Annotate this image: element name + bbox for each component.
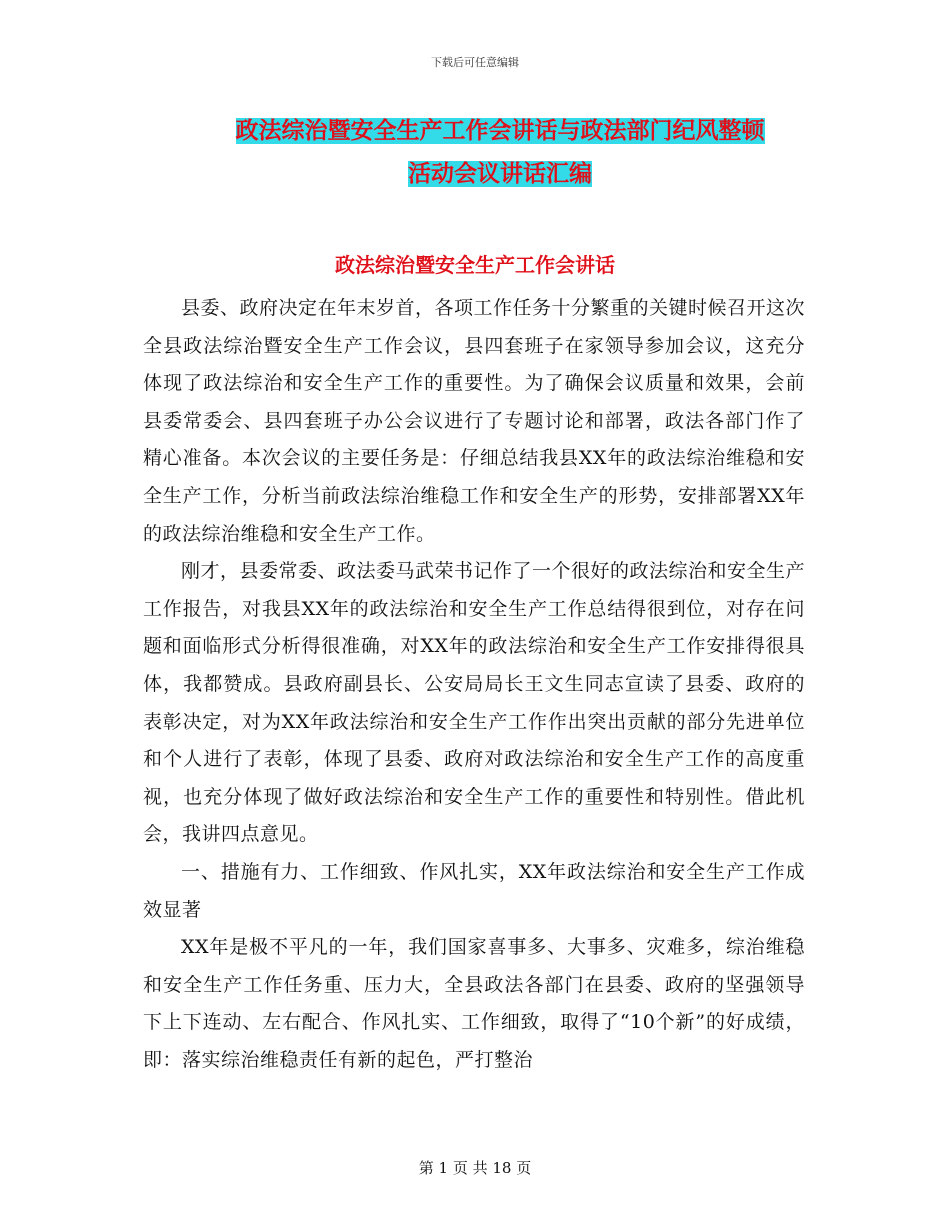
paragraph: 刚才，县委常委、政法委马武荣书记作了一个很好的政法综治和安全生产工作报告，对我县XX年的政法综治和安全生产工作总结得很到位，对存在问题和面临形式分析得很准确，对XX年的政法综治和安全生产工作安排得很具体，我都赞成。县政府副县长、公安局局长王文生同志宣读了县委、政府的表彰决定，对为XX年政法综治和安全生产工作作出突出贡献的部分先进单位和个人进行了表彰，体现了县委、政府对政法综治和安全生产工作的高度重视，也充分体现了做好政法综治和安全生产工作的重要性和特别性。借此机会，我讲四点意见。 bbox=[143, 560, 806, 846]
document-title-line-1: 政法综治暨安全生产工作会讲话与政法部门纪风整顿 bbox=[235, 118, 765, 144]
page-footer: 第 1 页 共 18 页 bbox=[418, 1159, 532, 1177]
document-title-line-2: 活动会议讲话汇编 bbox=[408, 161, 592, 187]
header-note: 下载后可任意编辑 bbox=[431, 56, 519, 69]
paragraph: XX年是极不平凡的一年，我们国家喜事多、大事多、灾难多，综治维稳和安全生产工作任务重、压力大，全县政法各部门在县委、政府的坚强领导下上下连动、左右配合、作风扎实、工作细致，取得了“10个新”的好成绩，即：落实综治维稳责任有新的起色，严打整治 bbox=[143, 936, 805, 1071]
section-title: 政法综治暨安全生产工作会讲话 bbox=[335, 253, 615, 277]
document-title bbox=[170, 110, 830, 196]
section-heading-paragraph: 一、措施有力、工作细致、作风扎实，XX年政法综治和安全生产工作成效显著 bbox=[143, 860, 805, 921]
paragraph: 县委、政府决定在年末岁首，各项工作任务十分繁重的关键时候召开这次全县政法综治暨安全生产工作会议，县四套班子在家领导参加会议，这充分体现了政法综治和安全生产工作的重要性。为了确保会议质量和效果，会前县委常委会、县四套班子办公会议进行了专题讨论和部署，政法各部门作了精心准备。本次会议的主要任务是：仔细总结我县XX年的政法综治维稳和安全生产工作，分析当前政法综治维稳工作和安全生产的形势，安排部署XX年的政法综治维稳和安全生产工作。 bbox=[143, 297, 806, 545]
body-text bbox=[143, 290, 805, 1079]
